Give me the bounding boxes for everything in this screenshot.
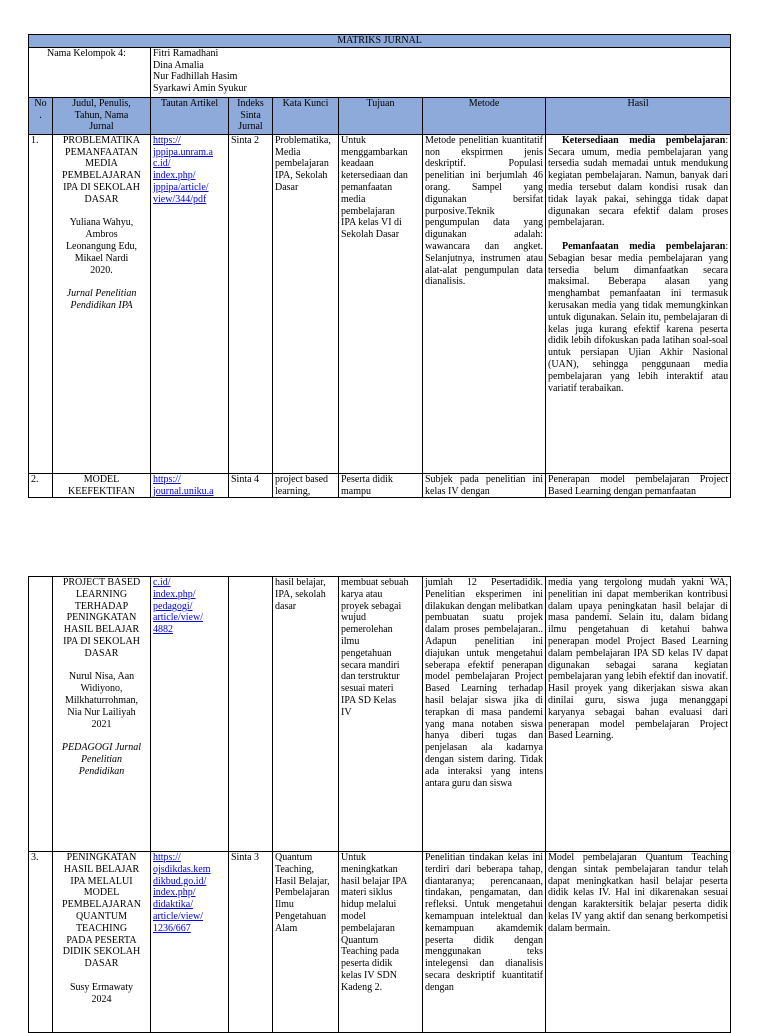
hasil-cell	[546, 134, 731, 473]
indeks-cell: Sinta 2	[229, 134, 273, 473]
row-number: 2.	[29, 473, 53, 498]
tujuan-cell: Untuk menggambarkan keadaan ketersediaan dan pemanfaatan media pembelajaran IPA kelas VI di Sekolah Dasar	[339, 134, 423, 473]
row-number: 1.	[29, 134, 53, 473]
hasil-text: : Sebagian besar media pembelajaran yang tersedia belum dimanfaatkan secara maksimal. Beberapa alasan yang menghambat pemanfaatan ini termasuk kerusakan media yang tidak memungkinkan untuk digunakan. Selain itu, pembelajaran di kelas juga kurang efektif karena peserta didik lebih difokuskan pada latihan soal-soal untuk persiapan Ujian Akhir Nasional (UAN), sehingga penggunaan media pembelajaran yang lebih interaktif atau variatif terabaikan.	[548, 240, 729, 394]
article-link[interactable]: https:// ojsdikdas.kem dikbud.go.id/ index.php/ didaktika/ article/view/ 1236/667	[153, 852, 211, 934]
header-kata-kunci: Kata Kunci	[273, 97, 339, 134]
tujuan-cell: Untuk meningkatkan hasil belajar IPA materi siklus hidup melalui model pembelajaran Quantum Teaching pada peserta didik kelas IV SDN Kadeng 2.	[339, 852, 423, 1033]
link-cell	[151, 852, 229, 1033]
hasil-cell: media yang tergolong mudah yakni WA, penelitian ini dapat memberikan kontribusi dalam upaya peningkatan hasil belajar di masa pandemi. Selain itu, dalam bidang ilmu pengetahuan di ketahui bahwa penerapan model Project Based Learning dalam pembelajaran IPA SD kelas IV dapat digunakan sebagai sarana kegiatan pembelajaran yang lebih efektif dan inovatif. Hasil proyek yang dikerjakan siswa akan dinilai guru, siswa juga menanggapi karyanya sebagai bahan evaluasi dari penerapan model pembelajaran Project Based Learning.	[546, 577, 731, 852]
link-cell	[151, 577, 229, 852]
hasil-cell: Penerapan model pembelajaran Project Based Learning dengan pemanfaatan	[546, 473, 731, 498]
indeks-cell: Sinta 3	[229, 852, 273, 1033]
header-metode: Metode	[423, 97, 546, 134]
hasil-cell: Model pembelajaran Quantum Teaching dengan sintak pembelajaran tandur telah dapat meningkatkan hasil belajar peserta didik kelas IV. Hal ini dikarenakan sesuai dengan karaktersitik belajar peserta didik kelas IV yang aktif dan senang berkompetisi dalam bermain.	[546, 852, 731, 1033]
article-link[interactable]: https:// journal.uniku.a	[153, 473, 214, 497]
journal-name: PEDAGOGI Jurnal Penelitian Pendidikan	[61, 742, 142, 777]
group-row	[29, 47, 731, 97]
metode-cell: jumlah 12 Pesertadidik. Penelitian eksperimen ini dilakukan dengan melibatkan pembuatan suatu projek dalam proses pembelajaran.. Adapun penelitian ini diajukan untuk mengetahui seberapa efektif penerapan model pembelajaran Project Based Learning terhadap hasil belajar siswa jika di terapkan di masa pandemi yang mana notaben siswa hanya diberi tugas dan penjelasan ala kadarnya dengan sistem daring. Tidak ada interaksi yang intens antara guru dan siswa	[423, 577, 546, 852]
link-cell	[151, 134, 229, 473]
link-cell	[151, 473, 229, 498]
article-authors: Nurul Nisa, Aan Widiyono, Milkhaturrohman, Nia Nur Lailiyah 2021	[64, 671, 139, 730]
metode-cell: Penelitian tindakan kelas ini terdiri dari beberapa tahap, diantaranya; perencanaan, tindakan, pengamatan, dan refleksi. Untuk mengetahui kemampuan intelektual dan kemampuan akamdemik peserta didik dengan menggunakan teks intelegensi dan dianalisis secara deskriptif kuantitatif dengan	[423, 852, 546, 1033]
table-row	[29, 577, 731, 852]
indeks-cell: Sinta 4	[229, 473, 273, 498]
table-title-row	[29, 35, 731, 48]
hasil-heading: Pemanfaatan media pembelajaran	[562, 240, 726, 252]
kata-kunci-cell: Problematika, Media pembelajaran IPA, Sekolah Dasar	[273, 134, 339, 473]
group-members: Fitri Ramadhani Dina Amalia Nur Fadhillah Hasim Syarkawi Amin Syukur	[151, 47, 731, 97]
article-title: PROJECT BASED LEARNING TERHADAP PENINGKATAN HASIL BELAJAR IPA DI SEKOLAH DASAR	[62, 577, 141, 659]
row-number: 3.	[29, 852, 53, 1033]
row-title-cell	[53, 577, 151, 852]
journal-name: Jurnal Penelitian Pendidikan IPA	[66, 288, 137, 311]
group-label: Nama Kelompok 4:	[29, 47, 151, 97]
article-link[interactable]: c.id/ index.php/ pedagogi/ article/view/ 4882	[153, 577, 203, 636]
header-tujuan: Tujuan	[339, 97, 423, 134]
article-title: MODEL KEEFEKTIFAN	[53, 473, 151, 498]
tujuan-cell: Peserta didik mampu	[339, 473, 423, 498]
header-row	[29, 97, 731, 134]
kata-kunci-cell: hasil belajar, IPA, sekolah dasar	[273, 577, 339, 852]
table-title: MATRIKS JURNAL	[29, 35, 731, 48]
metode-cell: Metode penelitian kuantitatif non ekspirmen jenis deskriptif. Populasi penelitian ini berjumlah 46 orang. Sampel yang digunakan bersifat purposive.Teknik pengumpulan data yang digunakan adalah: wawancara dan angket. Selanjutnya, instrumen atau alat-alat pengumpulan data dianalisis.	[423, 134, 546, 473]
hasil-text: : Secara umum, media pembelajaran yang tersedia sudah memadai untuk mendukung kegiatan pembelajaran. Namun, banyak dari media tersebut dalam kondisi rusak dan tidak layak pakai, sehingga tidak dapat digunakan secara efektif dalam proses pembelajaran.	[548, 134, 729, 229]
row-title-cell	[53, 134, 151, 473]
table-row	[29, 473, 731, 498]
article-title: PENINGKATAN HASIL BELAJAR IPA MELALUI MODEL PEMBELAJARAN QUANTUM TEACHING PADA PESERTA DIDIK SEKOLAH DASAR	[62, 852, 141, 970]
article-authors: Yuliana Wahyu, Ambros Leonangung Edu, Mikael Nardi 2020.	[65, 217, 138, 276]
header-indeks: Indeks Sinta Jurnal	[229, 97, 273, 134]
article-title: PROBLEMATIKA PEMANFAATAN MEDIA PEMBELAJARAN IPA DI SEKOLAH DASAR	[62, 134, 141, 205]
article-link[interactable]: https:// jppipa.unram.a c.id/ index.php/ jppipa/article/ view/344/pdf	[153, 134, 213, 205]
header-no: No .	[29, 97, 53, 134]
kata-kunci-cell: Quantum Teaching, Hasil Belajar, Pembelajaran Ilmu Pengetahuan Alam	[273, 852, 339, 1033]
article-authors: Susy Ermawaty 2024	[69, 981, 134, 1005]
header-judul: Judul, Penulis, Tahun, Nama Jurnal	[53, 97, 151, 134]
header-hasil: Hasil	[546, 97, 731, 134]
metode-cell: Subjek pada penelitian ini kelas IV dengan	[423, 473, 546, 498]
kata-kunci-cell: project based learning,	[273, 473, 339, 498]
tujuan-cell: membuat sebuah karya atau proyek sebagai wujud pemerolehan ilmu pengetahuan secara mandiri dan terstruktur sesuai materi IPA SD Kelas IV	[339, 577, 423, 852]
row-title-cell	[53, 852, 151, 1033]
journal-matrix-table-page2	[28, 576, 731, 1033]
hasil-heading: Ketersediaan media pembelajaran	[562, 134, 726, 146]
journal-matrix-table-page1	[28, 34, 731, 498]
header-tautan: Tautan Artikel	[151, 97, 229, 134]
table-row	[29, 134, 731, 473]
table-row	[29, 852, 731, 1033]
